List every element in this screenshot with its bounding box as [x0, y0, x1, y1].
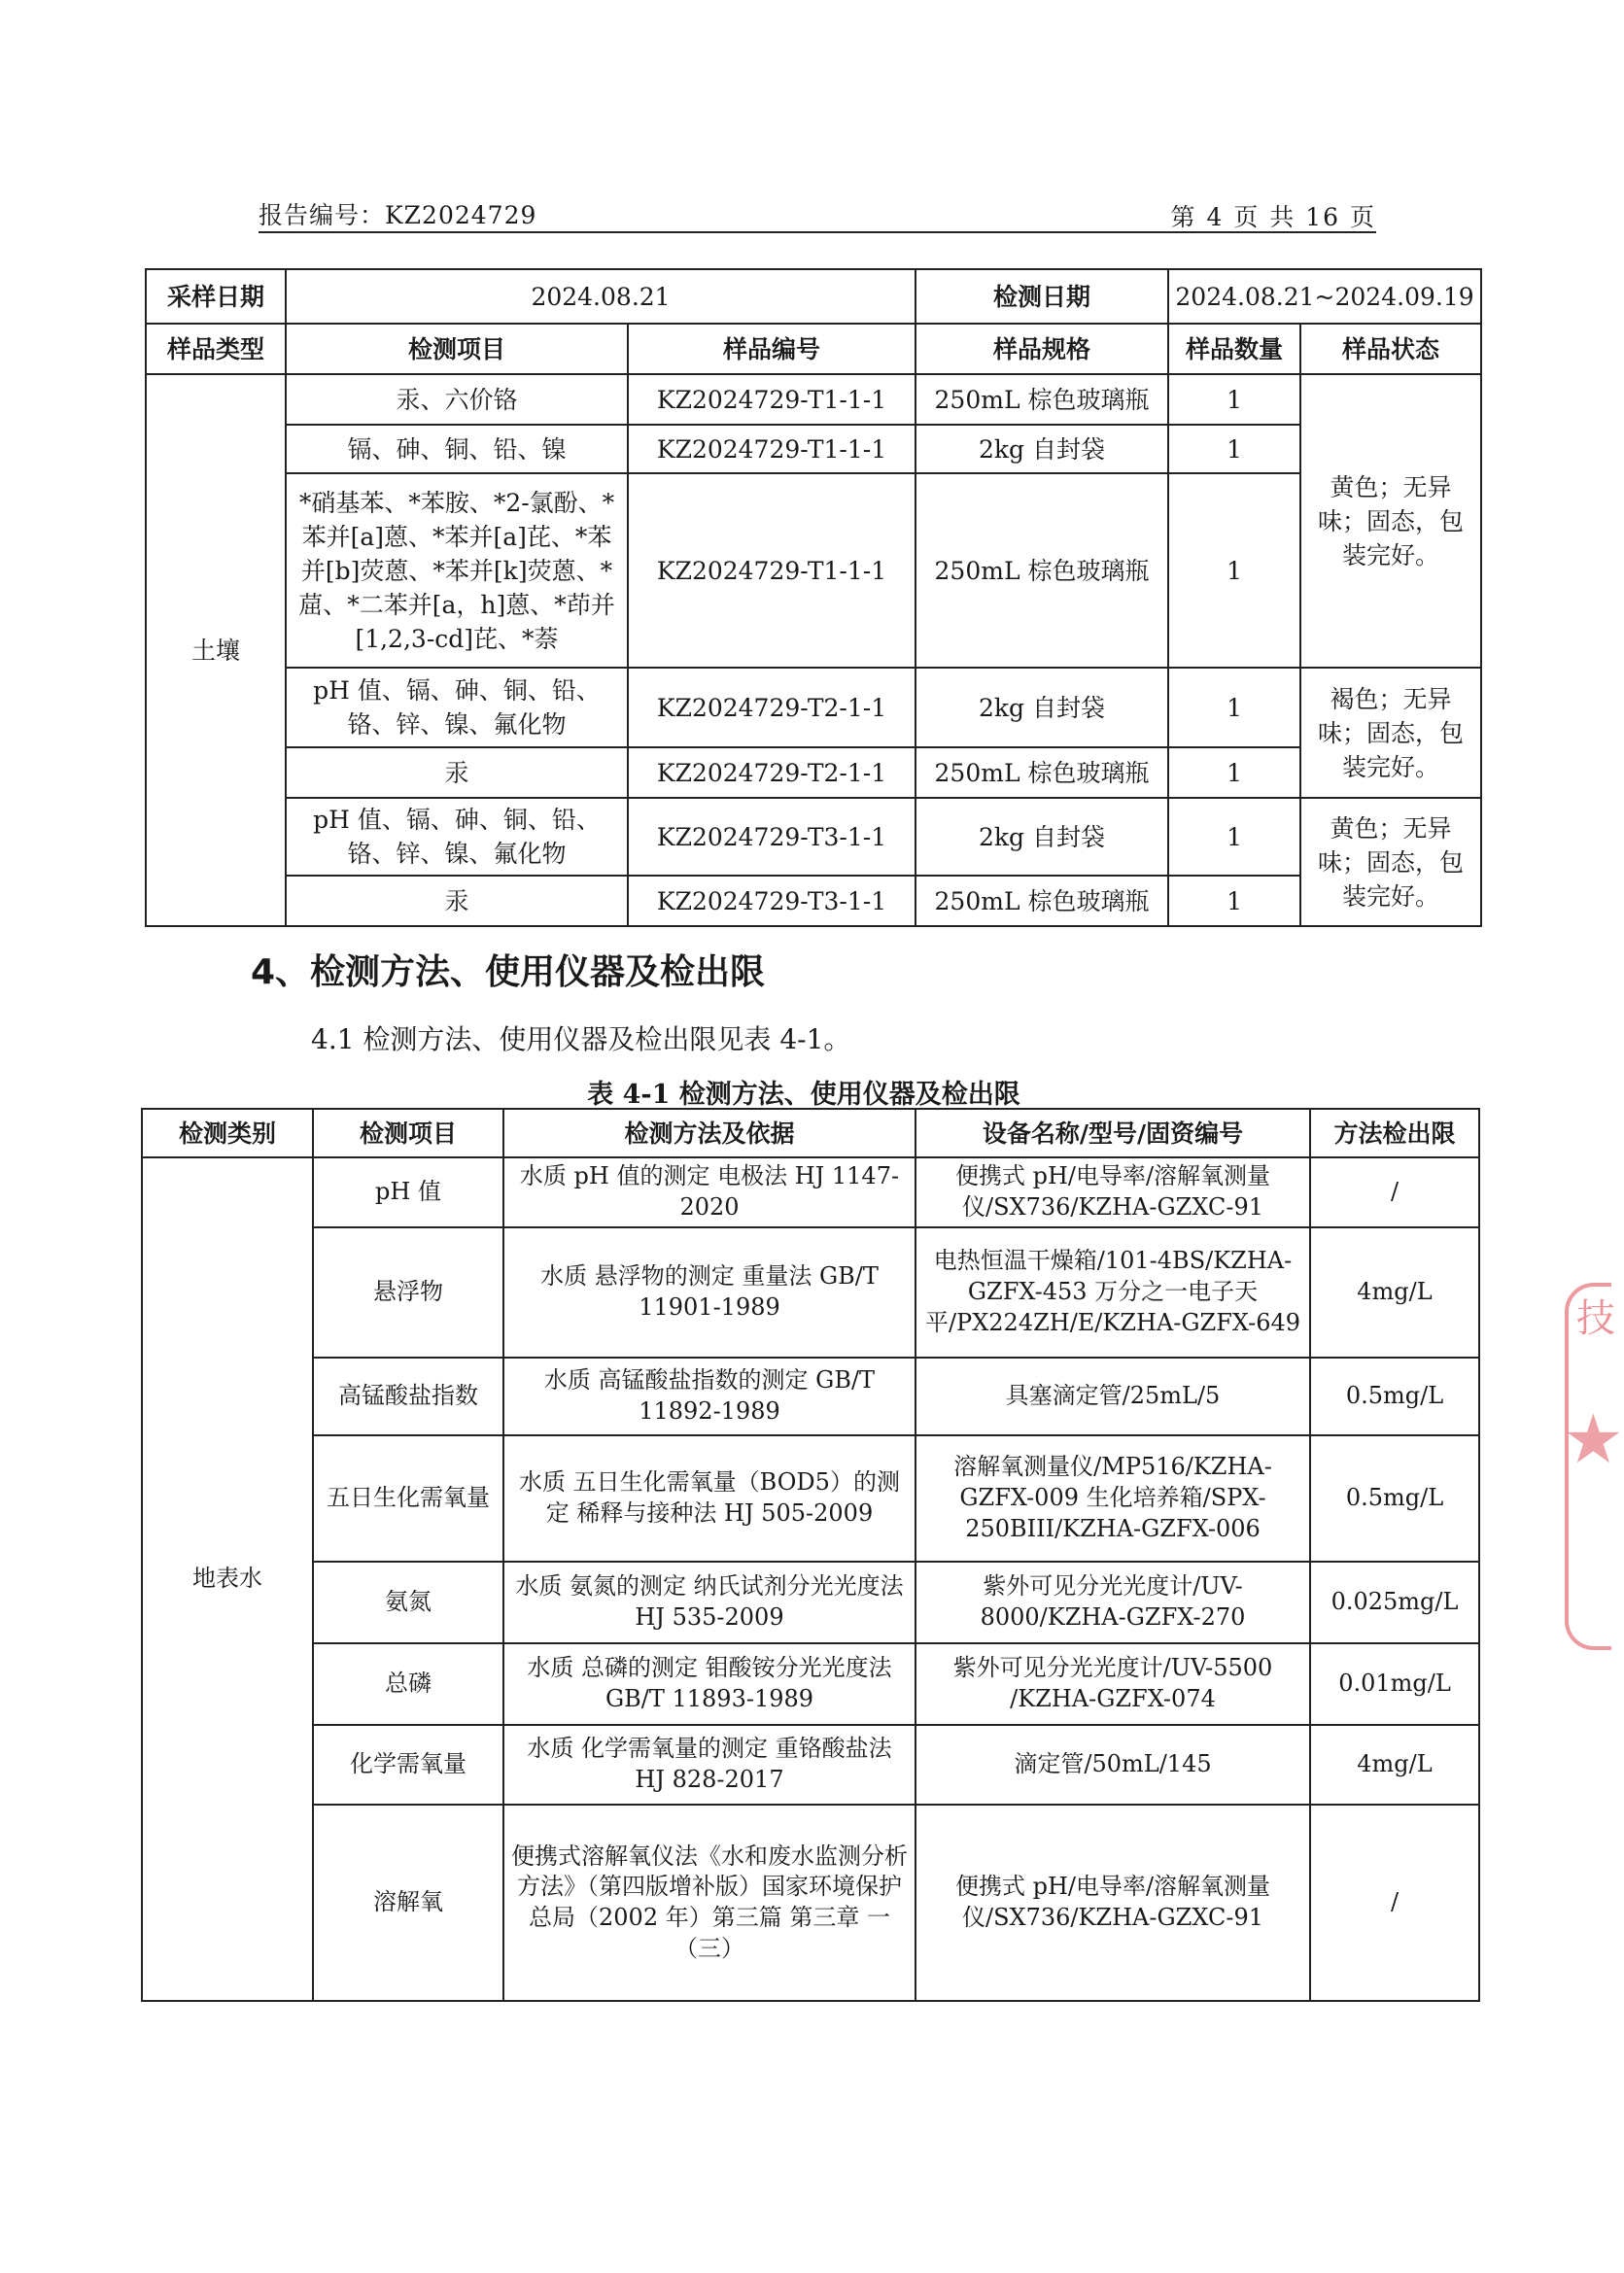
test-item-cell: 五日生化需氧量 — [313, 1435, 503, 1562]
test-item-cell: 悬浮物 — [313, 1227, 503, 1358]
table-row — [142, 1805, 1479, 2001]
sample-id-cell: KZ2024729-T2-1-1 — [628, 747, 916, 798]
limit-cell: / — [1310, 1157, 1479, 1227]
table-row — [142, 1643, 1479, 1725]
table-row — [142, 1157, 1479, 1227]
limit-cell: 4mg/L — [1310, 1227, 1479, 1358]
test-item-cell: pH 值、镉、砷、铜、铅、铬、锌、镍、氟化物 — [286, 798, 628, 876]
equipment-cell: 电热恒温干燥箱/101-4BS/KZHA-GZFX-453 万分之一电子天平/PX224ZH/E/KZHA-GZFX-649 — [916, 1227, 1310, 1358]
table-row — [146, 374, 1481, 425]
equipment-cell: 滴定管/50mL/145 — [916, 1725, 1310, 1805]
sample-spec-cell: 2kg 自封袋 — [916, 425, 1168, 473]
method-cell: 水质 高锰酸盐指数的测定 GB/T 11892-1989 — [503, 1358, 916, 1435]
sample-state-cell: 黄色；无异味；固态，包装完好。 — [1300, 374, 1481, 668]
section-title: 4、检测方法、使用仪器及检出限 — [251, 952, 766, 992]
limit-cell: 4mg/L — [1310, 1725, 1479, 1805]
section-paragraph: 4.1 检测方法、使用仪器及检出限见表 4-1。 — [311, 1023, 851, 1055]
test-item-cell: 化学需氧量 — [313, 1725, 503, 1805]
test-date-label: 检测日期 — [916, 269, 1168, 324]
table-row — [146, 798, 1481, 876]
table-row — [146, 425, 1481, 473]
table-row — [146, 876, 1481, 926]
table-row — [142, 1227, 1479, 1358]
report-number: 报告编号：KZ2024729 — [259, 201, 537, 229]
method-cell: 水质 氨氮的测定 纳氏试剂分光光度法 HJ 535-2009 — [503, 1562, 916, 1643]
column-header: 样品类型 — [146, 324, 286, 374]
method-cell: 水质 pH 值的测定 电极法 HJ 1147-2020 — [503, 1157, 916, 1227]
column-header: 检测项目 — [313, 1109, 503, 1157]
equipment-cell: 便携式 pH/电导率/溶解氧测量仪/SX736/KZHA-GZXC-91 — [916, 1157, 1310, 1227]
sample-spec-cell: 250mL 棕色玻璃瓶 — [916, 473, 1168, 668]
methods-table — [141, 1108, 1480, 2002]
column-header: 样品编号 — [628, 324, 916, 374]
method-cell: 便携式溶解氧仪法《水和废水监测分析方法》（第四版增补版）国家环境保护总局（2002 年）第三篇 第三章 一（三） — [503, 1805, 916, 2001]
column-header: 方法检出限 — [1310, 1109, 1479, 1157]
sample-id-cell: KZ2024729-T1-1-1 — [628, 473, 916, 668]
sampling-date: 2024.08.21 — [286, 269, 916, 324]
limit-cell: / — [1310, 1805, 1479, 2001]
sample-id-cell: KZ2024729-T2-1-1 — [628, 668, 916, 747]
test-item-cell: 氨氮 — [313, 1562, 503, 1643]
sample-state-cell: 黄色；无异味；固态，包装完好。 — [1300, 798, 1481, 926]
sample-id-cell: KZ2024729-T3-1-1 — [628, 876, 916, 926]
sample-id-cell: KZ2024729-T1-1-1 — [628, 374, 916, 425]
sample-spec-cell: 250mL 棕色玻璃瓶 — [916, 876, 1168, 926]
method-cell: 水质 总磷的测定 钼酸铵分光光度法 GB/T 11893-1989 — [503, 1643, 916, 1725]
table-row — [146, 668, 1481, 747]
sample-id-cell: KZ2024729-T1-1-1 — [628, 425, 916, 473]
test-item-cell: pH 值、镉、砷、铜、铅、铬、锌、镍、氟化物 — [286, 668, 628, 747]
column-header: 检测项目 — [286, 324, 628, 374]
test-item-cell: 镉、砷、铜、铅、镍 — [286, 425, 628, 473]
table-row — [142, 1562, 1479, 1643]
sample-type-cell: 土壤 — [146, 374, 286, 926]
sample-spec-cell: 250mL 棕色玻璃瓶 — [916, 374, 1168, 425]
column-header: 样品数量 — [1168, 324, 1300, 374]
equipment-cell: 具塞滴定管/25mL/5 — [916, 1358, 1310, 1435]
column-header: 检测方法及依据 — [503, 1109, 916, 1157]
test-date: 2024.08.21~2024.09.19 — [1168, 269, 1481, 324]
page-indicator: 第 4 页 共 16 页 — [1170, 203, 1376, 231]
column-header: 检测类别 — [142, 1109, 313, 1157]
table-row — [146, 473, 1481, 668]
sample-qty-cell: 1 — [1168, 798, 1300, 876]
category-cell: 地表水 — [142, 1157, 313, 2001]
column-header: 样品规格 — [916, 324, 1168, 374]
method-cell: 水质 五日生化需氧量（BOD5）的测定 稀释与接种法 HJ 505-2009 — [503, 1435, 916, 1562]
seal-star-icon: ★ — [1563, 1399, 1624, 1479]
table-caption: 表 4-1 检测方法、使用仪器及检出限 — [587, 1080, 1020, 1110]
test-item-cell: 溶解氧 — [313, 1805, 503, 2001]
sampling-info-table — [145, 268, 1482, 927]
method-cell: 水质 化学需氧量的测定 重铬酸盐法 HJ 828-2017 — [503, 1725, 916, 1805]
sample-qty-cell: 1 — [1168, 876, 1300, 926]
test-item-cell: 高锰酸盐指数 — [313, 1358, 503, 1435]
test-item-cell: 总磷 — [313, 1643, 503, 1725]
test-item-cell: 汞 — [286, 747, 628, 798]
sampling-date-label: 采样日期 — [146, 269, 286, 324]
column-header: 设备名称/型号/固资编号 — [916, 1109, 1310, 1157]
sample-qty-cell: 1 — [1168, 747, 1300, 798]
test-item-cell: *硝基苯、*苯胺、*2-氯酚、*苯并[a]蒽、*苯并[a]芘、*苯并[b]荧蒽、*苯并[k]荧蒽、*䓛、*二苯并[a，h]蒽、*茚并[1,2,3-cd]芘、*萘 — [286, 473, 628, 668]
sample-qty-cell: 1 — [1168, 374, 1300, 425]
sample-qty-cell: 1 — [1168, 473, 1300, 668]
equipment-cell: 紫外可见分光光度计/UV-8000/KZHA-GZFX-270 — [916, 1562, 1310, 1643]
test-item-cell: pH 值 — [313, 1157, 503, 1227]
column-header: 样品状态 — [1300, 324, 1481, 374]
sample-spec-cell: 250mL 棕色玻璃瓶 — [916, 747, 1168, 798]
sample-qty-cell: 1 — [1168, 668, 1300, 747]
equipment-cell: 便携式 pH/电导率/溶解氧测量仪/SX736/KZHA-GZXC-91 — [916, 1805, 1310, 2001]
limit-cell: 0.5mg/L — [1310, 1358, 1479, 1435]
seal-stamp-text: 技 — [1576, 1296, 1615, 1341]
limit-cell: 0.5mg/L — [1310, 1435, 1479, 1562]
sample-qty-cell: 1 — [1168, 425, 1300, 473]
sample-spec-cell: 2kg 自封袋 — [916, 798, 1168, 876]
page-header — [259, 192, 1376, 233]
limit-cell: 0.025mg/L — [1310, 1562, 1479, 1643]
sample-state-cell: 褐色；无异味；固态，包装完好。 — [1300, 668, 1481, 798]
table-row — [142, 1358, 1479, 1435]
equipment-cell: 紫外可见分光光度计/UV-5500 /KZHA-GZFX-074 — [916, 1643, 1310, 1725]
limit-cell: 0.01mg/L — [1310, 1643, 1479, 1725]
method-cell: 水质 悬浮物的测定 重量法 GB/T 11901-1989 — [503, 1227, 916, 1358]
equipment-cell: 溶解氧测量仪/MP516/KZHA-GZFX-009 生化培养箱/SPX-250BIII/KZHA-GZFX-006 — [916, 1435, 1310, 1562]
sample-spec-cell: 2kg 自封袋 — [916, 668, 1168, 747]
table-row — [142, 1435, 1479, 1562]
table-row — [142, 1725, 1479, 1805]
test-item-cell: 汞 — [286, 876, 628, 926]
sample-id-cell: KZ2024729-T3-1-1 — [628, 798, 916, 876]
table-row — [146, 747, 1481, 798]
test-item-cell: 汞、六价铬 — [286, 374, 628, 425]
